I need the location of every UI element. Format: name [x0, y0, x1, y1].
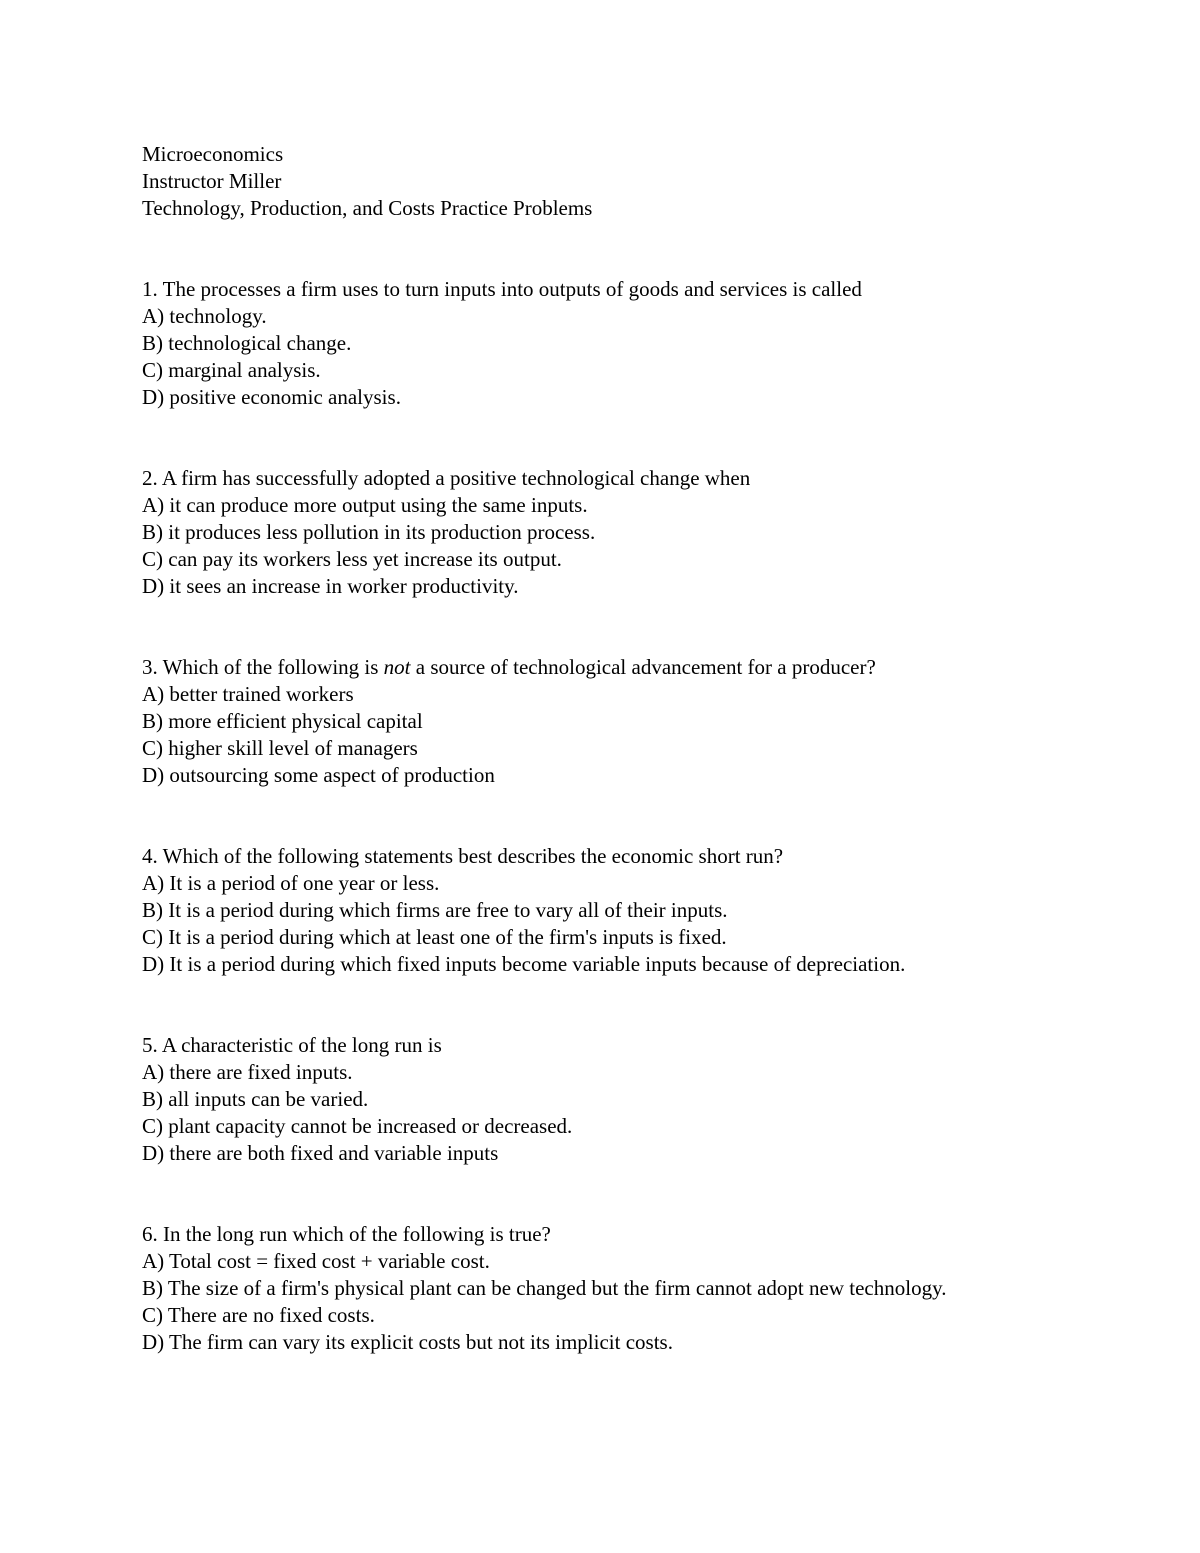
question-text — [142, 465, 1142, 492]
answer-option: A) technology. — [142, 304, 267, 328]
answer-option: C) It is a period during which at least one of the firm's inputs is fixed. — [142, 925, 727, 949]
answer-option: D) there are both fixed and variable inputs — [142, 1141, 499, 1165]
answer-option: C) There are no fixed costs. — [142, 1303, 375, 1327]
question-block — [142, 654, 1142, 789]
question-text — [142, 654, 1142, 681]
answer-option: B) technological change. — [142, 331, 352, 355]
answer-option: B) It is a period during which firms are free to vary all of their inputs. — [142, 898, 728, 922]
answer-option: B) The size of a firm's physical plant can be changed but the firm cannot adopt new technology. — [142, 1276, 947, 1300]
question-emphasis: not — [383, 655, 411, 679]
answer-option: A) Total cost = fixed cost + variable cost. — [142, 1249, 490, 1273]
document-page — [142, 141, 1142, 1356]
answer-option: B) all inputs can be varied. — [142, 1087, 369, 1111]
question-number: 3. — [142, 655, 158, 679]
question-block — [142, 276, 1142, 411]
answer-option: D) It is a period during which fixed inputs become variable inputs because of depreciation. — [142, 952, 906, 976]
question-text — [142, 1221, 1142, 1248]
answer-option: A) better trained workers — [142, 682, 354, 706]
answer-option: D) The firm can vary its explicit costs but not its implicit costs. — [142, 1330, 673, 1354]
question-stem: Which of the following is — [162, 655, 384, 679]
answer-option: D) outsourcing some aspect of production — [142, 763, 495, 787]
question-block — [142, 843, 1142, 978]
question-number: 5. — [142, 1033, 158, 1057]
question-text — [142, 1032, 1142, 1059]
question-stem: A characteristic of the long run is — [161, 1033, 442, 1057]
question-number: 2. — [142, 466, 158, 490]
answer-option: A) there are fixed inputs. — [142, 1060, 353, 1084]
question-text — [142, 276, 1142, 303]
question-number: 6. — [142, 1222, 158, 1246]
question-list — [142, 276, 1142, 1356]
answer-option: A) it can produce more output using the same inputs. — [142, 493, 588, 517]
question-block — [142, 1032, 1142, 1167]
question-text — [142, 843, 1142, 870]
answer-option: C) can pay its workers less yet increase its output. — [142, 547, 562, 571]
question-stem: The processes a firm uses to turn inputs into outputs of goods and services is called — [162, 277, 862, 301]
answer-option: B) it produces less pollution in its production process. — [142, 520, 596, 544]
question-block — [142, 465, 1142, 600]
question-stem: A firm has successfully adopted a positive technological change when — [161, 466, 751, 490]
document-title: Technology, Production, and Costs Practice Problems — [142, 196, 593, 220]
question-stem: Which of the following statements best describes the economic short run? — [162, 844, 784, 868]
question-number: 1. — [142, 277, 158, 301]
answer-option: D) it sees an increase in worker productivity. — [142, 574, 519, 598]
question-stem: In the long run which of the following is true? — [163, 1222, 551, 1246]
question-block — [142, 1221, 1142, 1356]
question-stem-continued: a source of technological advancement for a producer? — [410, 655, 876, 679]
answer-option: D) positive economic analysis. — [142, 385, 401, 409]
instructor-name: Instructor Miller — [142, 169, 282, 193]
answer-option: C) higher skill level of managers — [142, 736, 418, 760]
answer-option: B) more efficient physical capital — [142, 709, 423, 733]
answer-option: C) marginal analysis. — [142, 358, 321, 382]
question-number: 4. — [142, 844, 158, 868]
document-header — [142, 141, 1142, 222]
answer-option: A) It is a period of one year or less. — [142, 871, 440, 895]
course-name: Microeconomics — [142, 142, 284, 166]
answer-option: C) plant capacity cannot be increased or decreased. — [142, 1114, 573, 1138]
